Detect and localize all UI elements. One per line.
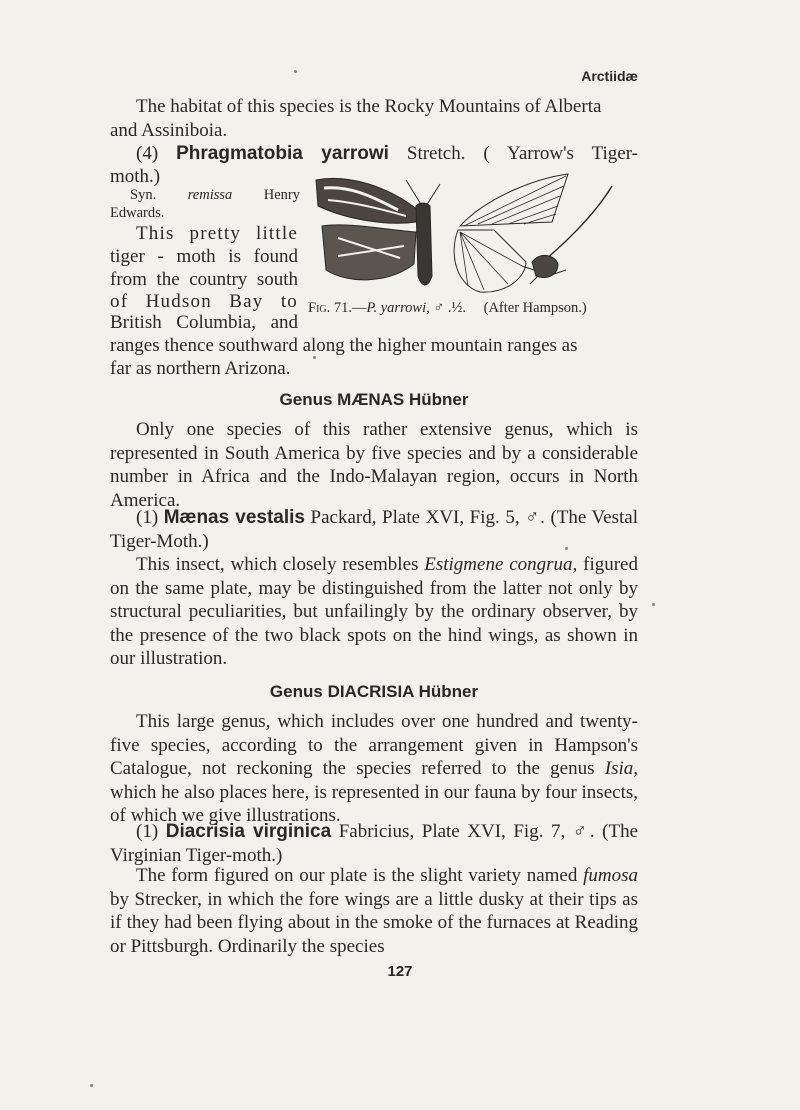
para-text-end: which he also places here, is represented in our fauna by four insects, of which we give illustrations.	[110, 781, 638, 826]
common-name-close: moth.)	[110, 166, 161, 187]
diacrisia-paragraph-1	[110, 710, 638, 828]
genus-author: Hübner	[408, 390, 469, 409]
print-speck	[90, 1084, 93, 1087]
para-text-end: by Strecker, in which the fore wings are a little dusky at their tips as if they had been flying about in the smoke of the furnaces at Reading or Pittsburgh. Ordinarily the species	[110, 888, 638, 957]
genus-name: MÆNAS	[337, 390, 405, 409]
genus-heading-diacrisia	[110, 682, 638, 702]
genus-author: Hübner	[418, 682, 479, 701]
figure-caption	[308, 300, 648, 317]
moth-antenna	[540, 186, 612, 264]
synonym-label: Syn.	[130, 187, 157, 203]
maenas-species-entry	[110, 506, 638, 553]
side-line-4: of Hudson Bay to	[110, 291, 298, 312]
figure-credit: (After Hampson.)	[483, 300, 587, 316]
moth-figure-illustration	[308, 166, 630, 306]
side-line-3: from the country south	[110, 269, 298, 290]
para-text-start: The form figured on our plate is the slight variety named	[136, 865, 584, 886]
print-speck	[652, 603, 655, 606]
wing-venation-forewing	[460, 174, 568, 226]
species-rest: Packard, Plate XVI, Fig. 5, ♂. (The Vestal Tiger-Moth.)	[110, 507, 638, 552]
genus-name: DIACRISIA	[327, 682, 414, 701]
para-text-start: This large genus, which includes over one hundred and twenty-five species, according to the arrangement given in Hampson's Catalogue, not reckoning the species referred to the genus	[110, 711, 638, 779]
side-line-2: tiger - moth is found	[110, 246, 298, 267]
page-number: 127	[387, 963, 413, 980]
synonym-name: remissa	[187, 187, 233, 203]
side-line-1: This pretty little	[136, 223, 298, 244]
common-name-open: ( Yarrow's Tiger-	[483, 143, 639, 164]
running-head: Arctiidæ	[581, 68, 638, 84]
figure-scale: ½.	[451, 300, 466, 316]
species-number: (1)	[136, 821, 159, 842]
print-speck	[294, 70, 297, 73]
species-number: (4)	[136, 143, 159, 164]
synonym-line	[110, 186, 300, 204]
genus-heading-maenas	[110, 390, 638, 410]
intro-line-1: The habitat of this species is the Rocky Mountains of Alberta	[136, 96, 602, 117]
diacrisia-species-entry	[110, 820, 638, 867]
figure-species: P. yarrowi,	[366, 300, 430, 316]
figure-sex: ♂ .	[433, 300, 452, 316]
synonym-author-1: Henry	[263, 187, 300, 203]
figure-label: Fig. 71.—	[308, 300, 367, 316]
moth-hindwing-left	[322, 225, 416, 280]
diacrisia-paragraph-2	[110, 864, 638, 958]
species-name: Mænas vestalis	[163, 507, 305, 528]
species-author: Stretch.	[406, 143, 466, 164]
side-line-5: British Columbia, and	[110, 312, 298, 333]
para-text-end: figured on the same plate, may be distinguished from the latter not only by structural peculiarities, but unfailingly by the ordinary observer, by the presence of the two black spots on the hind wings, as shown in our illustration.	[110, 554, 638, 669]
genus-word: Genus	[269, 682, 323, 701]
print-speck	[565, 547, 568, 550]
para-italic-variety: fumosa	[583, 865, 638, 886]
species-number: (1)	[136, 507, 159, 528]
para-text-start: This insect, which closely resembles	[136, 554, 425, 575]
genus-word: Genus	[279, 390, 333, 409]
yarrowi-range-line-2: far as northern Arizona.	[110, 358, 291, 379]
maenas-paragraph-1: Only one species of this rather extensive genus, which is represented in South America by five species and by a considerable number in Africa and the Indo-Malayan region, occurs in North America.	[110, 419, 638, 511]
synonym-author-2: Edwards.	[110, 205, 165, 221]
wing-venation-hindwing	[454, 230, 526, 292]
species-heading-yarrowi	[110, 142, 638, 166]
moth-body	[416, 203, 432, 285]
species-name: Phragmatobia yarrowi	[176, 143, 389, 164]
species-name: Diacrisia virginica	[165, 821, 332, 842]
yarrowi-range-line-1: ranges thence southward along the higher mountain ranges as	[110, 335, 578, 356]
print-speck	[313, 356, 316, 359]
species-rest: Fabricius, Plate XVI, Fig. 7, ♂. (The Virginian Tiger-moth.)	[110, 821, 639, 866]
intro-line-2: and Assiniboia.	[110, 120, 228, 141]
para-italic-species: Estigmene congrua,	[424, 554, 578, 575]
para-italic-genus: Isia,	[604, 758, 638, 779]
maenas-paragraph-2	[110, 553, 638, 671]
